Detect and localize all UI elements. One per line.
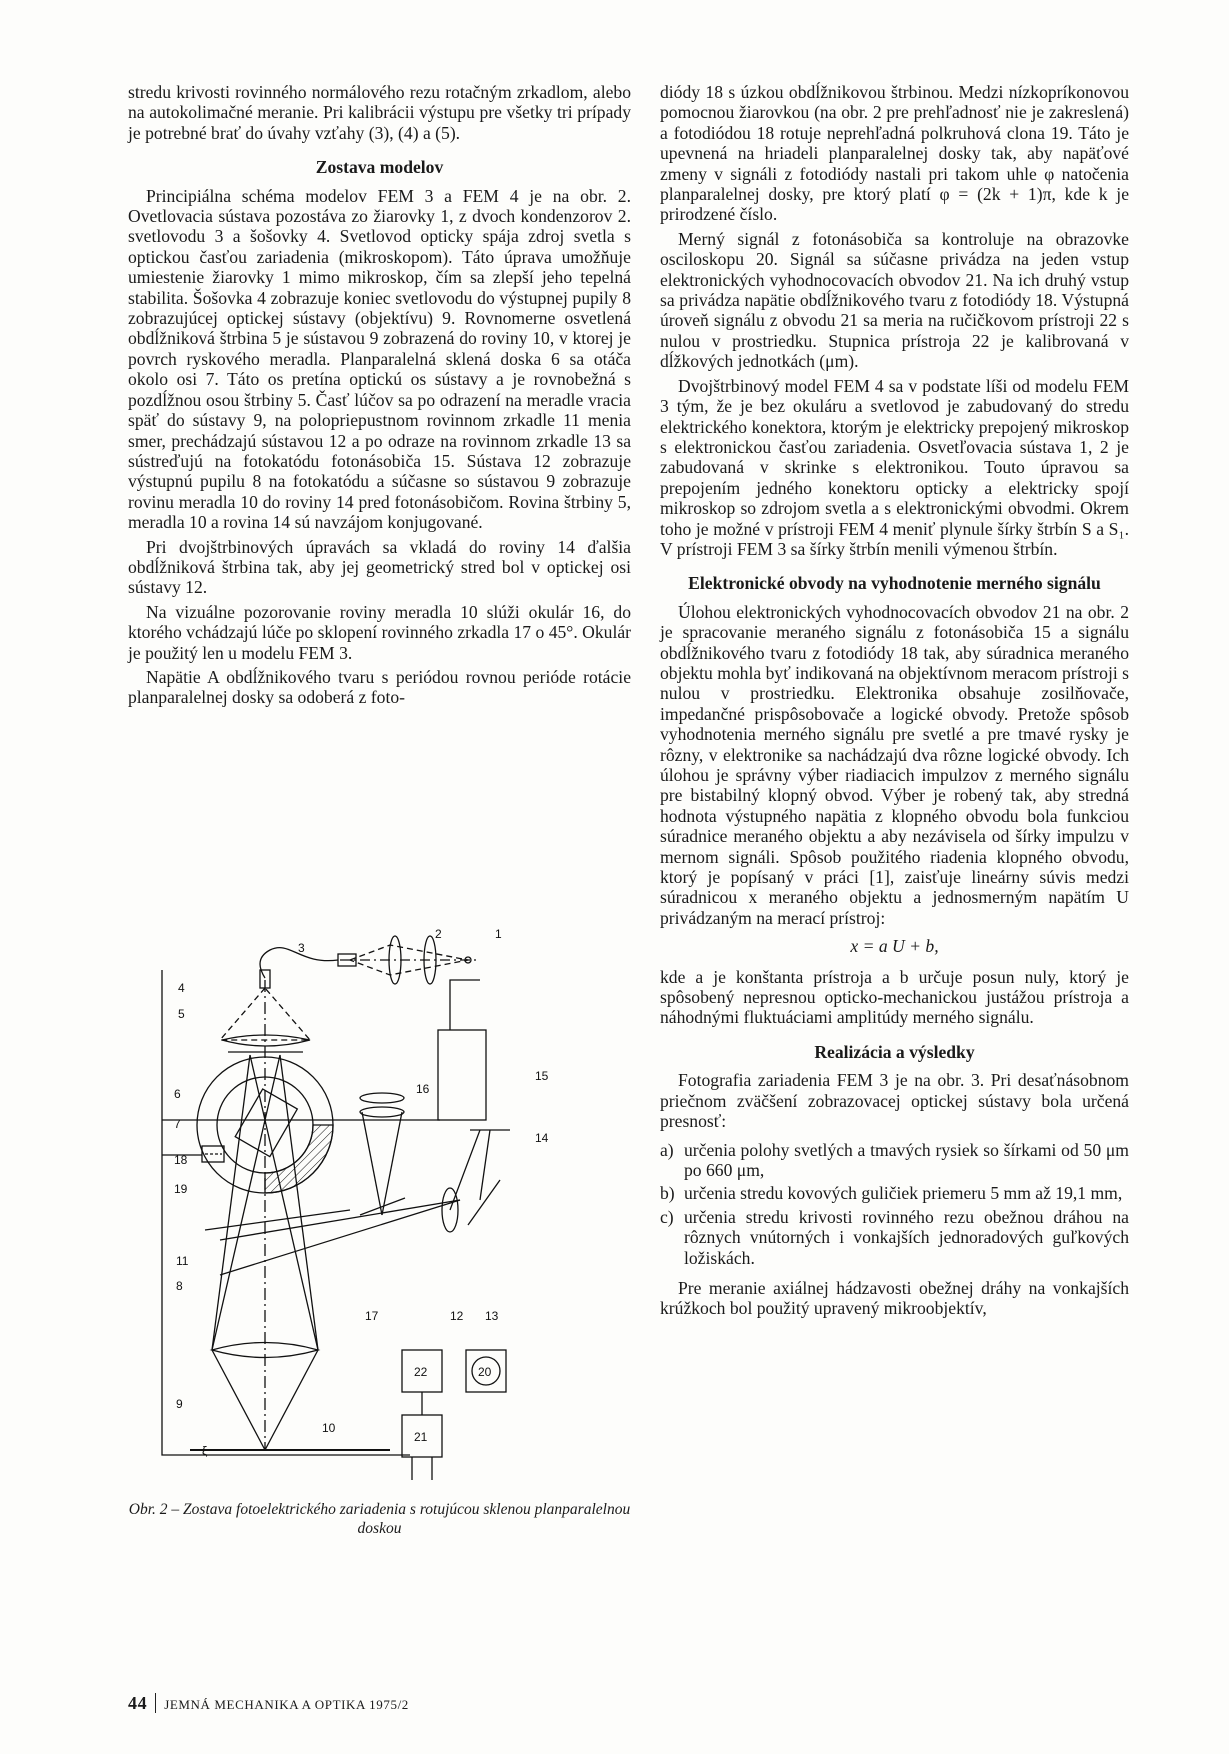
journal-title: JEMNÁ MECHANIKA A OPTIKA 1975/2 (164, 1697, 409, 1712)
formula: x = a U + b, (850, 936, 939, 957)
figure-schematic (150, 880, 620, 1485)
page-number: 44 (128, 1693, 148, 1713)
eyepiece-ray (382, 1112, 402, 1215)
ray (212, 1055, 280, 1350)
label-13: 13 (485, 1309, 499, 1323)
label-11: 11 (176, 1254, 189, 1268)
list-item: c) určenia stredu krivosti rovinného rezu obežnou dráhou na rôznych vnútorných i vonkajších jednoradových guľkových ložiskách. (660, 1206, 1129, 1268)
half-shutter-19 (265, 1125, 333, 1193)
paragraph: Napätie A obdĺžnikového tvaru s periódou rovnou perióde rotácie planparalelnej dosky sa odoberá z foto- (128, 666, 631, 708)
ray-14 (450, 1130, 480, 1210)
label-xi: ξ (202, 1444, 208, 1458)
eyepiece-ray (362, 1112, 382, 1215)
label-14: 14 (535, 1131, 549, 1145)
paragraph: kde a je konštanta prístroja a b určuje posun nuly, ktorý je spôsobený nepresnou opticko-mechanickou justážou prístroja a náhodnými fluktuáciami amplitúdy merného signálu. (660, 966, 1129, 1028)
mirror-11 (205, 1210, 350, 1230)
paragraph: Dvojštrbinový model FEM 4 sa v podstate líši od modelu FEM 3 tým, že je bez okuláru a svetlovod je zabudovaný do stredu elektrického konektora, ktorým je elektricky prepojený mikroskop s elektronickou časťou zariadenia. Osvetľovacia sústava 1, 2 je zabudovaná v skrinke s elektronikou. Touto úpravou sa prepojením jedného konektoru opticky a elektricky spojí mikroskop so zdrojom svetla a s elektronickými obvodmi. Okrem toho je možné v prístroji FEM 4 meniť plynule šírky štrbín S a S₁. V prístroji FEM 3 sa šírky štrbín menili výmenou štrbín. (660, 375, 1129, 559)
eyepiece-16 (360, 1107, 404, 1117)
label-2: 2 (435, 927, 442, 941)
paragraph: stredu krivosti rovinného normálového rezu rotačným zrkadlom, alebo na autokolimačné meranie. Pri kalibrácii výstupu pre všetky tri prípady je potrebné brať do úvahy vzťahy (3), (4) a (5). (128, 82, 631, 143)
label-4: 4 (178, 981, 185, 995)
label-8: 8 (176, 1279, 183, 1293)
paragraph: Pri dvojštrbinových úpravách sa vkladá do roviny 14 ďalšia obdĺžniková štrbina tak, aby jej geometrický stred bol v optickej osi sústavy 12. (128, 536, 631, 598)
reflected-beam (220, 1200, 460, 1240)
label-15: 15 (535, 1069, 549, 1083)
results-list (660, 1140, 1129, 1268)
page-footer (128, 1693, 409, 1714)
list-item: b) určenia stredu kovových guličiek priemeru 5 mm až 19,1 mm, (660, 1183, 1123, 1204)
label-1: 1 (495, 927, 502, 941)
wiring-line (450, 980, 480, 1030)
photomultiplier-15 (438, 1030, 486, 1120)
paragraph: Úlohou elektronických vyhodnocovacích obvodov 21 na obr. 2 je spracovanie meraného signálu z fotonásobiča 15 a signálu obdĺžnikového tvaru z fotodiódy 18 tak, aby súradnica meraného objektu mohla byť indikovaná na objektívnom meracom prístroji s nulou v prostriedku. Elektronika obsahuje zosilňovače, impedančné prispôsobovače a logické obvody. Pretože spôsob vyhodnotenia merného signálu pre svetlé a pre tmavé rysky je rôzny, v elektronike sa nachádzajú dva rôzne logické obvody. Ich úlohou je správny výber riadiacich impulzov z merného signálu pre bistabilný klopný obvod. Výber je robený tak, aby stredná hodnota výstupného napätia z klopného obvodu bola funkciou súradnice meraného objektu a aby nezávisela od šírky impulzu v mernom signáli. Spôsob použitého riadenia klopného obvodu, ktorý je popísaný v práci [1], zaisťuje lineárny súvis medzi súradnicou x meraného objektu a jednosmerným napätím U privádzaným na merací prístroj: (660, 601, 1129, 928)
section-heading: Zostava modelov (315, 157, 444, 178)
paragraph: Fotografia zariadenia FEM 3 je na obr. 3. Pri desaťnásobnom priečnom zväčšení zobrazovacej optickej sústavy bola určená presnosť: (660, 1070, 1129, 1132)
ray (250, 1055, 318, 1350)
label-22: 22 (414, 1365, 428, 1379)
paragraph: Na vizuálne pozorovanie roviny meradla 10 slúži okulár 16, do ktorého vchádzajú lúče po sklopení rovinného zrkadla 17 o 45°. Okulár je použitý len u modelu FEM 3. (128, 601, 631, 663)
ray (265, 1350, 318, 1450)
paragraph: Merný signál z fotonásobiča sa kontroluje na obrazovke osciloskopu 20. Signál sa súčasne privádza na jeden vstup elektronických vyhodnocovacích obvodov 21. Na ich druhý vstup sa privádza napätie obdĺžnikového tvaru z fotodiódy 18. Výstupná úroveň signálu z obvodu 21 sa meria na ručičkovom prístroji 22 s nulou v prostriedku. Stupnica prístroja 22 je kalibrovaná v dĺžkových jednotkách (μm). (660, 228, 1129, 372)
ray-14 (480, 1130, 490, 1200)
label-5: 5 (178, 1007, 185, 1021)
list-item: a) určenia polohy svetlých a tmavých rysiek so šírkami od 50 μm po 660 μm, (660, 1139, 1129, 1180)
label-16: 16 (416, 1082, 430, 1096)
paragraph: Principiálna schéma modelov FEM 3 a FEM 4 je na obr. 2. Ovetlovacia sústava pozostáva zo žiarovky 1, z dvoch kondenzorov 2. svetlovodu 3 a šošovky 4. Svetlovod opticky spája zdroj svetla s optickou časťou zariadenia (mikroskopom). Táto úprava umožňuje umiestenie žiarovky 1 mimo mikroskop, čím sa zlepší jeho tepelná stabilita. Šošovka 4 zobrazuje koniec svetlovodu do výstupnej pupily 8 zobrazujúcej optickej sústavy (objektívu) 9. Rovnomerne osvetlená obdĺžniková štrbina 5 je sústavou 9 zobrazená do roviny 10, v ktorej je povrch ryskového meradla. Planparalelná sklená doska 6 sa otáča okolo osi 7. Táto os pretína optickú os sústavy a je rovnobežná s pozdĺžnou osou štrbiny 5. Časť lúčov sa po odrazení na meradle vracia späť do sústavy 9, na polopriepustnom rovinnom zrkadle 11 menia smer, prechádzajú sústavou 12 a po odraze na rovinnom zrkadle 13 sa sústreďujú na fotokatódu fotonásobiča 15. Sústava 12 zobrazuje výstupnú pupilu 8 na fotokatódu a súčasne so sústavou 9 zobrazuje rovinu meradla 10 do roviny 14 pred fotonásobičom. Rovina štrbiny 5, meradla 10 a rovina 14 sú navzájom konjugované. (128, 185, 631, 533)
label-17: 17 (365, 1309, 379, 1323)
label-21: 21 (414, 1430, 428, 1444)
optical-schematic (150, 880, 620, 1485)
label-7: 7 (174, 1117, 181, 1131)
figure-caption: Obr. 2 – Zostava fotoelektrického zariadenia s rotujúcou sklenou planparalelnou doskou (128, 1501, 631, 1537)
label-12: 12 (450, 1309, 464, 1323)
paragraph: diódy 18 s úzkou obdĺžnikovou štrbinou. Medzi nízkopríkonovou pomocnou žiarovkou (na obr. 2 pre prehľadnosť nie je zakreslená) a fotodiódou 18 rotuje neprehľadná polkruhová clona 19. Táto je upevnená na hriadeli planparalelnej dosky tak, aby napäťové zmeny v signáli z fotodiódy nastali pri takom uhle φ natočenia planparalelnej dosky, pre ktorý platí φ = (2k + 1)π, kde k je prirodzené číslo. (660, 82, 1129, 225)
ray (212, 1055, 250, 1350)
eyepiece-16 (360, 1093, 404, 1103)
label-3: 3 (298, 941, 305, 955)
right-column (660, 82, 1129, 1323)
label-10: 10 (322, 1421, 336, 1435)
label-20: 20 (478, 1365, 492, 1379)
label-6: 6 (174, 1087, 181, 1101)
label-19: 19 (174, 1182, 188, 1196)
label-18: 18 (174, 1153, 188, 1167)
ray (280, 1055, 318, 1350)
footer-divider (155, 1693, 156, 1713)
mirror-13 (468, 1180, 500, 1225)
left-column (128, 82, 631, 712)
section-heading: Realizácia a výsledky (814, 1041, 975, 1062)
ray (212, 1350, 265, 1450)
label-9: 9 (176, 1397, 183, 1411)
paragraph: Pre meranie axiálnej hádzavosti obežnej dráhy na vonkajších krúžkoch bol použitý upravený mikroobjektív, (660, 1277, 1129, 1319)
section-heading: Elektronické obvody na vyhodnotenie merného signálu (688, 573, 1101, 594)
